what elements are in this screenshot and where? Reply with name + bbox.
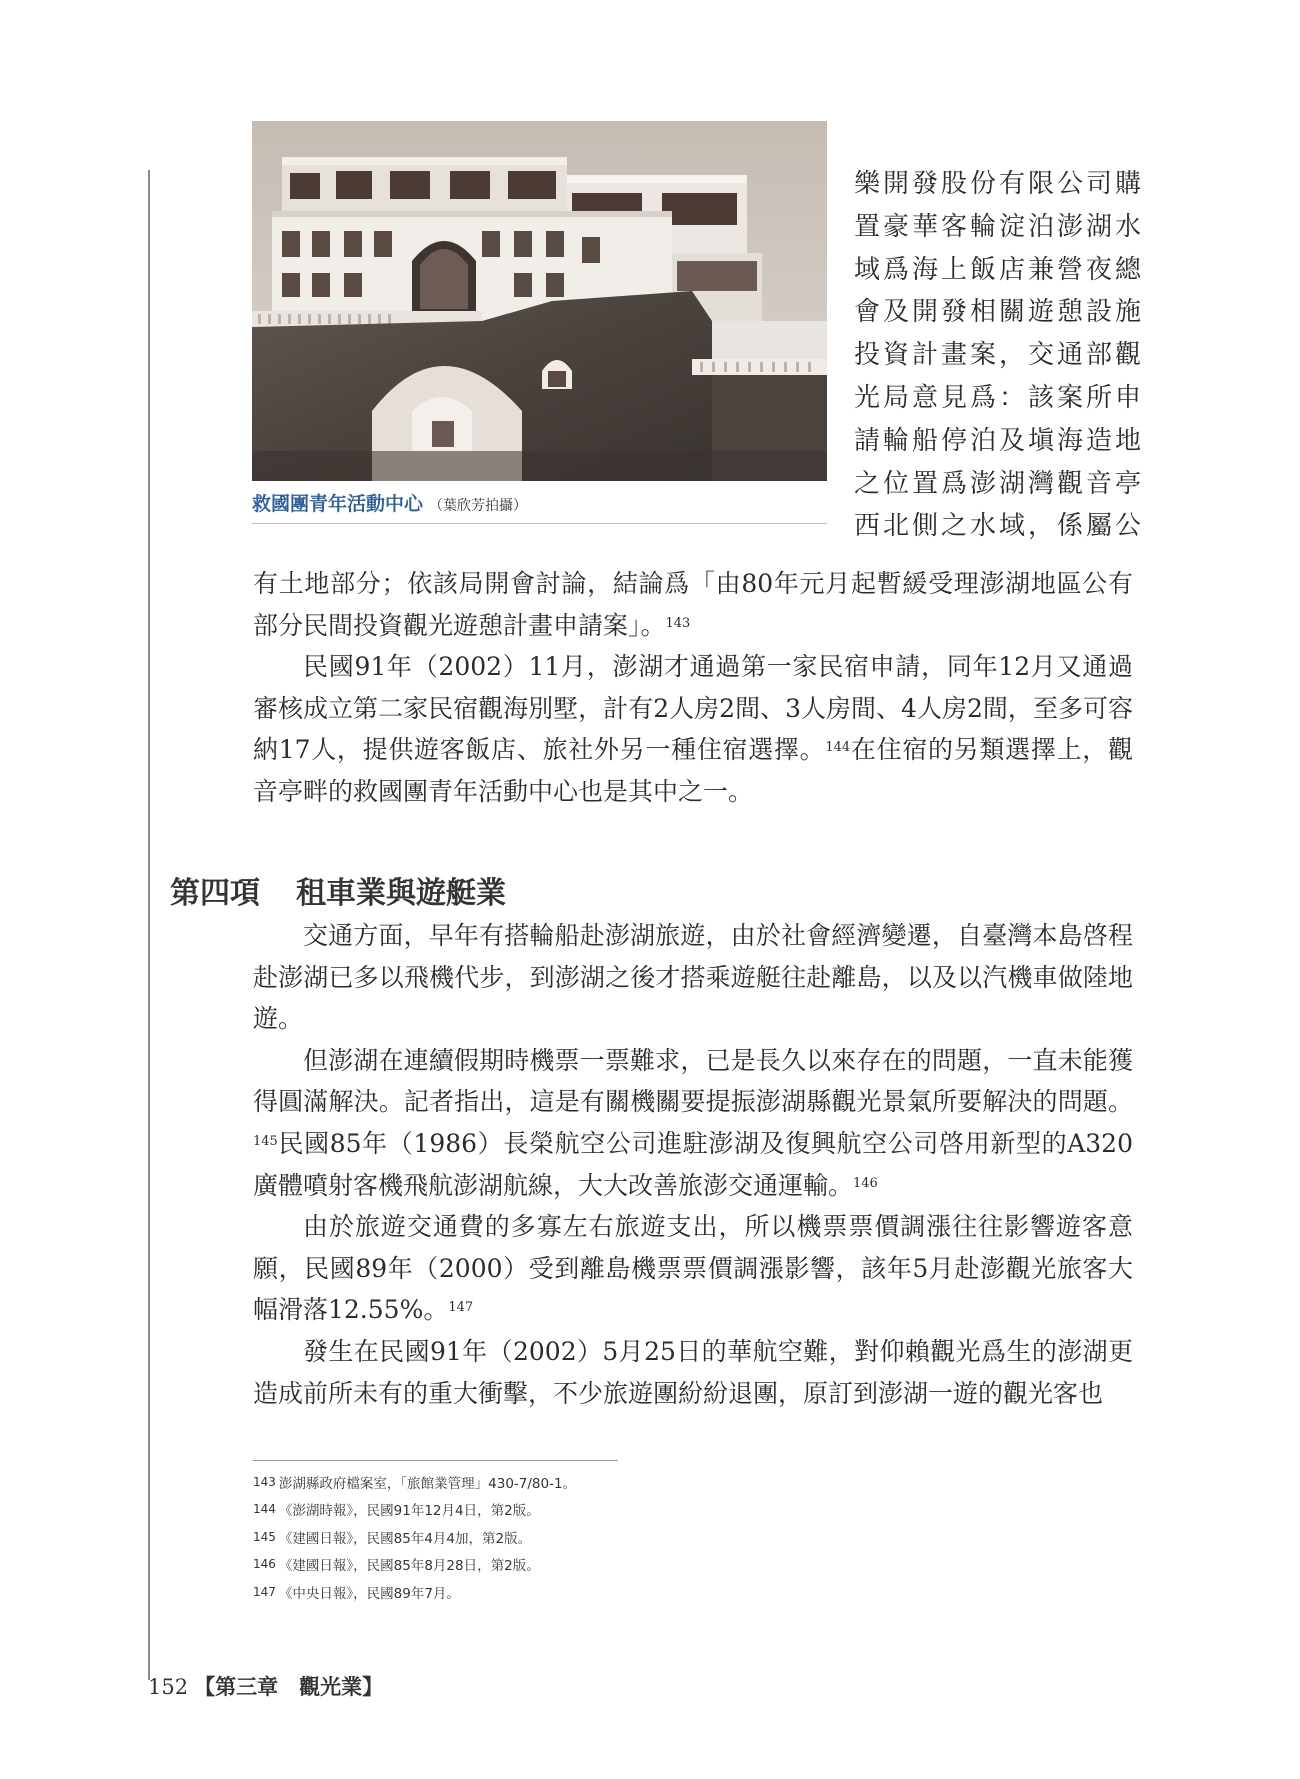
section-title: 租車業與遊艇業	[296, 876, 506, 911]
footnote-item	[253, 1552, 1133, 1579]
side-line: 域爲海上飯店兼營夜總	[854, 254, 1145, 285]
side-line: 光局意見爲：該案所申	[854, 382, 1145, 413]
photo-caption-title: 救國團青年活動中心	[252, 493, 424, 515]
section-number: 第四項	[170, 876, 260, 911]
side-line: 投資計畫案，交通部觀	[854, 340, 1145, 371]
paragraph-text: 交通方面，早年有搭輪船赴澎湖旅遊，由於社會經濟變遷，自臺灣本島啓程赴澎湖已多以飛機代步，到澎湖之後才搭乘遊艇往赴離島，以及以汽機車做陸地遊。	[253, 921, 1133, 1034]
paragraph-minsu	[253, 646, 1133, 812]
running-chapter-title: 【第三章 觀光業】	[194, 1674, 384, 1699]
paragraph-text: 由於旅遊交通費的多寡左右旅遊支出，所以機票票價調漲往往影響遊客意願，民國89年（2000）受到離島機票票價調漲影響，該年5月赴澎觀光旅客大幅滑落12.55%。	[253, 1212, 1133, 1325]
section-heading	[170, 868, 506, 912]
footnote-text: 《建國日報》，民國85年8月28日，第2版。	[278, 1558, 540, 1575]
footnote-number: 146	[253, 1557, 276, 1572]
footnote-ref: 144	[825, 740, 851, 756]
page-number: 152	[148, 1675, 189, 1699]
paragraph-transport	[253, 915, 1133, 1040]
section-text	[253, 915, 1133, 1414]
footnote-number: 144	[253, 1502, 276, 1517]
footnotes	[253, 1470, 1133, 1607]
paragraph-text: 發生在民國91年（2002）5月25日的華航空難，對仰賴觀光爲生的澎湖更造成前所未有的重大衝擊，不少旅遊團紛紛退團，原訂到澎湖一遊的觀光客也	[253, 1336, 1133, 1408]
paragraph-fares	[253, 1206, 1133, 1331]
side-line: 之位置爲澎湖灣觀音亭	[854, 468, 1145, 499]
footnote-text: 《澎湖時報》，民國91年12月4日，第2版。	[278, 1503, 540, 1520]
footnote-ref: 145	[253, 1133, 278, 1149]
footnote-ref: 146	[853, 1175, 878, 1191]
side-line: 請輪船停泊及塡海造地	[854, 425, 1145, 456]
footnote-item	[253, 1525, 1133, 1552]
footnote-text: 《中央日報》，民國89年7月。	[278, 1585, 460, 1602]
side-text-column	[854, 163, 1145, 548]
footnote-item	[253, 1470, 1133, 1497]
building-photo	[252, 121, 827, 481]
photo-caption	[252, 489, 827, 524]
paragraph-text: 有土地部分；依該局開會討論，結論爲「由80年元月起暫緩受理澎湖地區公有部分民間投資觀光遊憩計畫申請案」。	[253, 569, 1133, 640]
photo-caption-credit: （葉欣芳拍攝）	[429, 498, 528, 514]
footnote-number: 147	[253, 1584, 276, 1599]
side-line: 西北側之水域，係屬公	[854, 511, 1145, 542]
footnote-text: 《建國日報》，民國85年4月4加，第2版。	[278, 1530, 532, 1547]
paragraph-tickets	[253, 1040, 1133, 1206]
footnote-ref: 147	[448, 1300, 474, 1316]
paragraph-text: 但澎湖在連續假期時機票一票難求，已是長久以來存在的問題，一直未能獲得圓滿解決。記者指出，這是有關機關要提振澎湖縣觀光景氣所要解決的問題。	[253, 1045, 1133, 1117]
upper-text	[253, 563, 1133, 813]
footnote-ref: 143	[665, 615, 691, 631]
side-line: 會及開發相關遊憩設施	[854, 297, 1145, 328]
footnote-item	[253, 1580, 1133, 1607]
paragraph-crash	[253, 1331, 1133, 1414]
footnote-item	[253, 1497, 1133, 1524]
footnote-text: 澎湖縣政府檔案室，「旅館業管理」430-7/80-1。	[278, 1476, 577, 1492]
paragraph-text: 民國85年（1986）長榮航空公司進駐澎湖及復興航空公司啓用新型的A320廣體噴射客機飛航澎湖航線，大大改善旅澎交通運輸。	[253, 1128, 1133, 1200]
side-line: 樂開發股份有限公司購	[854, 169, 1145, 199]
paragraph-text: 在住宿的另類選擇上，觀音亭畔的救國團青年活動中心也是其中之一。	[253, 735, 1133, 806]
margin-rule	[148, 170, 150, 1680]
paragraph-continuation	[253, 563, 1133, 646]
page-footer	[148, 1671, 383, 1701]
footnote-number: 145	[253, 1529, 276, 1544]
footnote-number: 143	[253, 1475, 276, 1489]
paragraph-text: 民國91年（2002）11月，澎湖才通過第一家民宿申請，同年12月又通過審核成立第二家民宿觀海別墅，計有2人房2間、3人房間、4人房2間，至多可容納17人，提供遊客飯店、旅社外另一種住宿選擇。	[253, 652, 1133, 765]
footnote-divider	[253, 1460, 618, 1461]
side-line: 置豪華客輪淀泊澎湖水	[854, 211, 1145, 242]
